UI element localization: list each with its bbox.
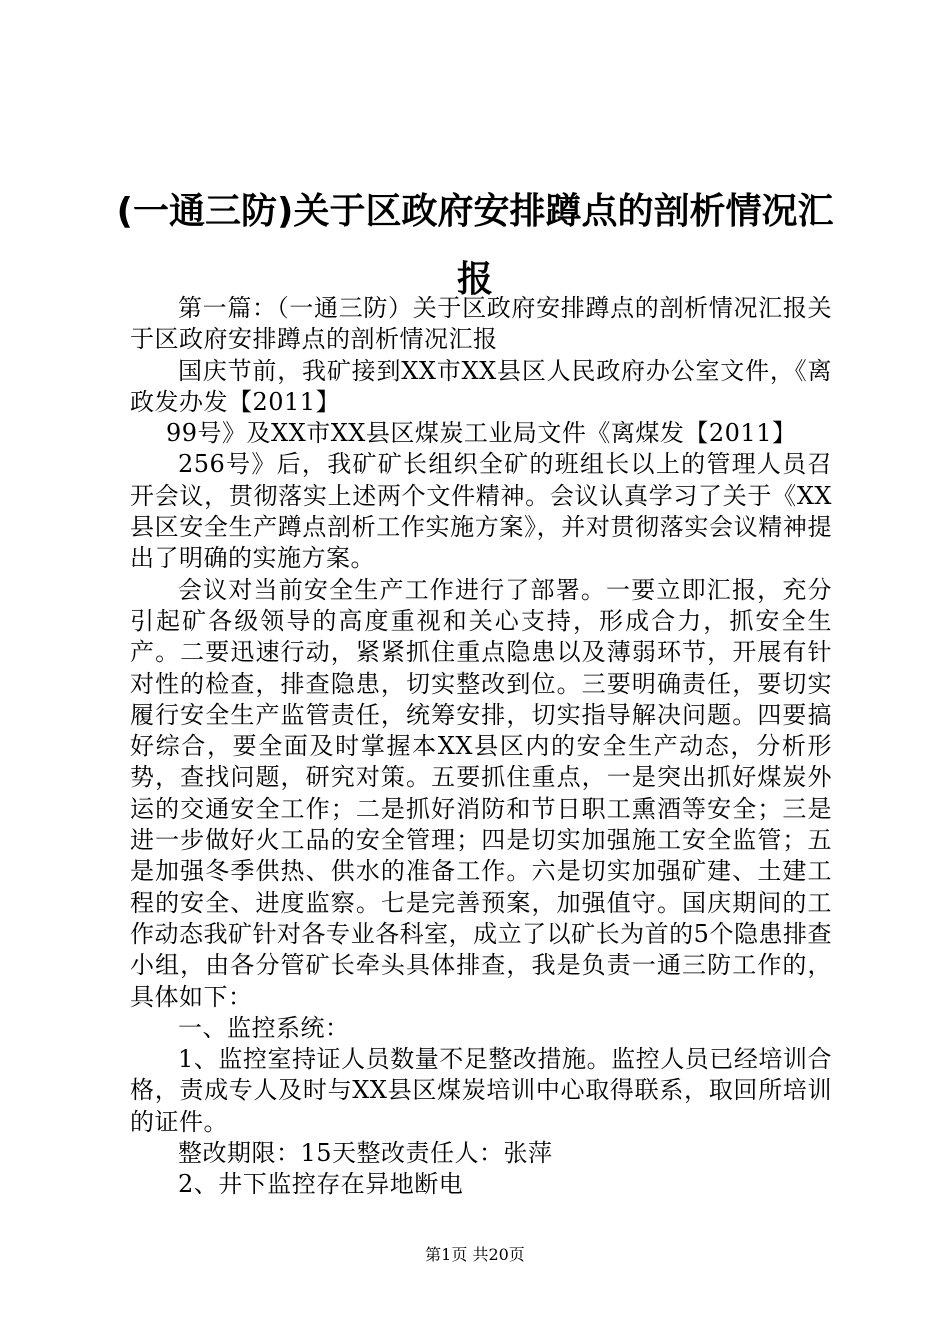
paragraph: 会议对当前安全生产工作进行了部署。一要立即汇报，充分引起矿各级领导的高度重视和关心支持，形成合力，抓安全生产。二要迅速行动，紧紧抓住重点隐患以及薄弱环节，开展有针对性的检查，排查隐患，切实整改到位。三要明确责任，要切实履行安全生产监管责任，统筹安排，切实指导解决问题。四要搞好综合，要全面及时掌握本XX县区内的安全生产动态，分析形势，查找问题，研究对策。五要抓住重点，一是突出抓好煤炭外运的交通安全工作；二是抓好消防和节日职工熏酒等安全；三是进一步做好火工品的安全管理；四是切实加强施工安全监管；五是加强冬季供热、供水的准备工作。六是切实加强矿建、土建工程的安全、进度监察。七是完善预案，加强值守。国庆期间的工作动态我矿针对各专业各科室，成立了以矿长为首的5个隐患排查小组，由各分管矿长牵头具体排查，我是负责一通三防工作的，具体如下：: [130, 575, 832, 1011]
paragraph: 国庆节前，我矿接到XX市XX县区人民政府办公室文件，《离政发办发【2011】: [130, 356, 832, 416]
paragraph: 1、监控室持证人员数量不足整改措施。监控人员已经培训合格，责成专人及时与XX县区煤炭培训中心取得联系，取回所培训的证件。: [130, 1045, 832, 1136]
paragraph: 第一篇：（一通三防）关于区政府安排蹲点的剖析情况汇报关于区政府安排蹲点的剖析情况汇报: [130, 294, 832, 354]
paragraph: 256号》后，我矿矿长组织全矿的班组长以上的管理人员召开会议，贯彻落实上述两个文件精神。会议认真学习了关于《XX县区安全生产蹲点剖析工作实施方案》，并对贯彻落实会议精神提出了明确的实施方案。: [130, 450, 832, 573]
document-body: [130, 293, 832, 1201]
paragraph: 99号》及XX市XX县区煤炭工业局文件《离煤发【2011】: [166, 419, 797, 448]
document-title: (一通三防)关于区政府安排蹲点的剖析情况汇报: [116, 191, 834, 300]
paragraph: 一、监控系统：: [178, 1013, 350, 1042]
paragraph: 2、井下监控存在异地断电: [178, 1170, 464, 1199]
page-number-footer: 第1页 共20页: [425, 1245, 525, 1264]
paragraph: 整改期限：15天整改责任人：张萍: [178, 1139, 553, 1168]
